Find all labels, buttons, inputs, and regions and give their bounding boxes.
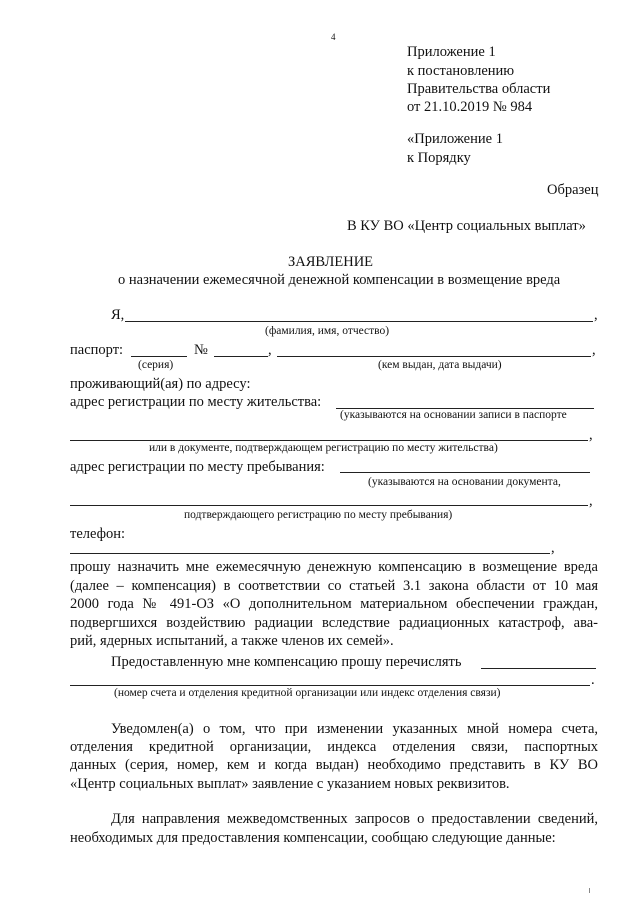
p2-text: Предоставленную мне компенсацию прошу перечислять: [111, 654, 462, 670]
reg-address-field-2[interactable]: [70, 440, 588, 441]
passport-number-field[interactable]: [214, 356, 268, 357]
stay-comma: ,: [589, 493, 593, 509]
ya-label: Я,: [111, 307, 125, 323]
document-title: ЗАЯВЛЕНИЕ: [288, 254, 374, 270]
passport-series-field[interactable]: [131, 356, 187, 357]
p1-line-2: (далее – компенсация) в соответствии со статьей 3.1 закона области от 10 мая: [70, 578, 598, 594]
p2-end: .: [591, 672, 595, 688]
fio-comma: ,: [594, 307, 598, 323]
fio-hint: (фамилия, имя, отчество): [265, 325, 390, 337]
header-line-3: Правительства области: [407, 81, 551, 97]
passport-comma-1: ,: [268, 342, 272, 358]
passport-comma-2: ,: [592, 342, 596, 358]
p3-line-4: «Центр социальных выплат» заявление с указанием новых реквизитов.: [70, 776, 510, 792]
p3-line-1: Уведомлен(а) о том, что при изменении указанных мной номера счета,: [111, 721, 598, 737]
stay-address-label: адрес регистрации по месту пребывания:: [70, 459, 325, 475]
reg-address-label: адрес регистрации по месту жительства:: [70, 394, 322, 410]
reg-hint-1: (указываются на основании записи в паспорте: [340, 409, 567, 421]
addressee: В КУ ВО «Центр социальных выплат»: [347, 218, 586, 234]
phone-label: телефон:: [70, 526, 126, 542]
stay-address-field[interactable]: [340, 472, 590, 473]
stay-hint-2: подтверждающего регистрацию по месту пребывания): [184, 509, 453, 521]
scan-mark: [589, 888, 590, 893]
residing-label: проживающий(ая) по адресу:: [70, 376, 251, 392]
header-line-6: к Порядку: [407, 150, 471, 166]
passport-label: паспорт:: [70, 342, 124, 358]
issued-hint: (кем выдан, дата выдачи): [378, 359, 502, 371]
payment-field-2[interactable]: [70, 685, 590, 686]
p1-line-1: прошу назначить мне ежемесячную денежную компенсацию в возмещение вреда: [70, 559, 598, 575]
obrazets-label: Образец: [547, 182, 599, 198]
header-line-2: к постановлению: [407, 63, 515, 79]
header-line-1: Приложение 1: [407, 44, 496, 60]
stay-address-field-2[interactable]: [70, 505, 588, 506]
p1-line-4: подвергшихся воздействию радиации вследствие радиационных катастроф, ава-: [70, 615, 598, 631]
reg-hint-2: или в документе, подтверждающем регистрацию по месту жительства): [149, 442, 498, 454]
page-number: 4: [331, 32, 336, 42]
p1-line-3: 2000 года № 491-ОЗ «О дополнительном материальном обеспечении граждан,: [70, 596, 598, 612]
header-line-4: от 21.10.2019 № 984: [407, 99, 533, 115]
passport-issued-field[interactable]: [277, 356, 591, 357]
payment-field-1[interactable]: [481, 668, 596, 669]
p1-line-5: рий, ядерных испытаний, а также членов их семей».: [70, 633, 394, 649]
seria-hint: (серия): [138, 359, 174, 371]
phone-field[interactable]: [70, 553, 550, 554]
document-subtitle: о назначении ежемесячной денежной компенсации в возмещение вреда: [118, 272, 561, 288]
p2-hint: (номер счета и отделения кредитной организации или индекс отделения связи): [114, 687, 501, 699]
stay-hint-1: (указываются на основании документа,: [368, 476, 561, 488]
p3-line-3: данных (серия, номер, кем и когда выдан) необходимо представить в КУ ВО: [70, 757, 598, 773]
passport-number-sign: №: [194, 342, 208, 358]
p4-line-1: Для направления межведомственных запросов о предоставлении сведений,: [111, 811, 598, 827]
phone-comma: ,: [551, 540, 555, 556]
header-line-5: «Приложение 1: [407, 131, 503, 147]
fio-field[interactable]: [125, 321, 593, 322]
p4-line-2: необходимых для предоставления компенсации, сообщаю следующие данные:: [70, 830, 556, 846]
reg-comma: ,: [589, 427, 593, 443]
p3-line-2: отделения кредитной организации, индекса отделения связи, паспортных: [70, 739, 598, 755]
